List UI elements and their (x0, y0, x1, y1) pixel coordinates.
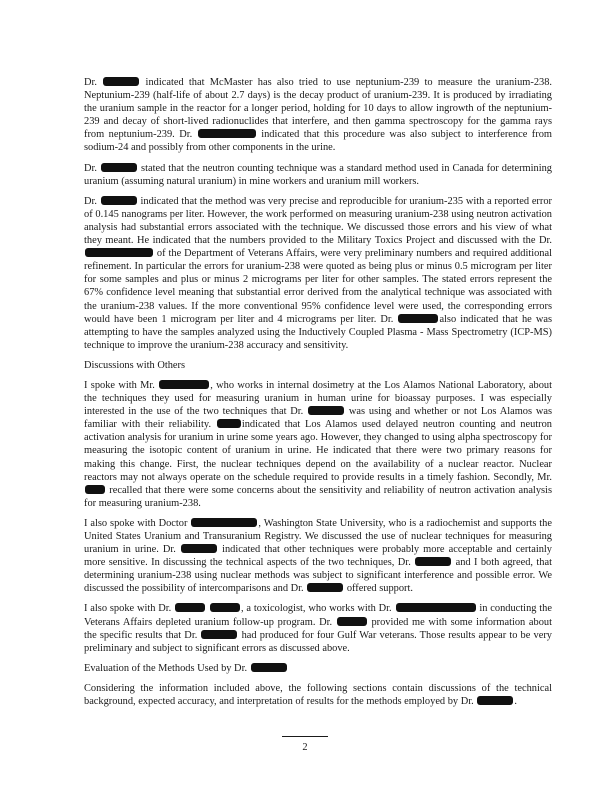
text-run: was using and whether or not Los Alamos was familiar with their reliability. (84, 406, 553, 431)
text-run: also indicated that he was attempting to have the samples analyzed using the Inductively Coupled Plasma - Mass Spectrometry (ICP-MS) technique to improve the uranium-238 accuracy and sensitivity. (84, 313, 552, 351)
redaction-block (103, 77, 139, 86)
text-run: . (514, 696, 517, 708)
footer-rule (282, 736, 328, 737)
text-run: offered support. (344, 583, 413, 595)
redaction-block (307, 583, 343, 592)
text-run: indicated that Los Alamos used delayed neutron counting and neutron activation analysis for uranium in urine some years ago. However, they changed to using alpha spectroscopy for measuring the isotopic content of uranium in urine. He indicated that there were two primary reasons for making this change. First, the nuclear techniques depend on the availability of a nuclear reactor. Nuclear reactors may not always operate on the schedule required to provide results in a timely fashion. Secondly, Mr. (84, 419, 553, 483)
document-body (84, 76, 552, 715)
redaction-block (101, 196, 137, 205)
paragraph (84, 162, 552, 188)
paragraph (84, 662, 552, 675)
text-run: indicated that McMaster has also tried to use neptunium-239 to measure the uranium-238. Neptunium-239 (half-life of about 2.7 days) is the decay product of uranium-239. It is produced by irradiating the uranium sample in the reactor for a longer period, holding for 10 days to allow ingrowth of the neptunium-239 and decay of short-lived radionuclides that interfere, and then gamma spectroscopy for the gamma rays from neptunium-239. Dr. (84, 77, 552, 141)
page-number: 2 (302, 742, 308, 753)
redaction-block (337, 617, 367, 626)
redaction-block (415, 557, 451, 566)
redaction-block (198, 129, 256, 138)
text-run: provided me with some information about the specific results that Dr. (84, 616, 552, 641)
redaction-block (396, 603, 476, 612)
text-run: Dr. (84, 162, 101, 174)
text-run: Considering the information included above, the following sections contain discussions of the technical background, expected accuracy, and interpretation of results for the methods employed by Dr. (84, 682, 552, 708)
text-run: Evaluation of the Methods Used by Dr. (84, 662, 250, 674)
text-run: and I both agreed, that determining uranium-238 using nuclear methods was subject to significant interference and possible error. We discussed the possibility of intercomparisons and Dr. (84, 557, 552, 595)
text-run: in conducting the Veterans Affairs depleted uranium follow-up program. Dr. (84, 603, 552, 628)
text-run: had produced for four Gulf War veterans. Those results appear to be very preliminary and subject to significant errors as discussed above. (84, 629, 552, 654)
text-run: indicated that the method was very precise and reproducible for uranium-235 with a reported error of 0.145 nanograms per liter. However, the work performed on measuring uranium-238 using neutron activation analysis had substantial errors associated with the technique. We discussed those errors and his view of what they meant. He indicated that the numbers provided to the Military Toxics Project and discussed with the Dr. (84, 195, 553, 247)
redaction-block (251, 663, 287, 672)
text-run (206, 603, 209, 614)
text-run: I spoke with Mr. (84, 379, 159, 391)
redaction-block (175, 603, 205, 612)
text-run: , Washington State University, who is a radiochemist and supports the United States Uranium and Transuranium Registry. We discussed the use of nuclear techniques for measuring uranium in urine. Dr. (84, 517, 552, 556)
redaction-block (210, 603, 240, 612)
text-run: of the Department of Veterans Affairs, were very preliminary numbers and required additional refinement. In particular the errors for uranium-238 were quoted as being plus or minus 0.5 microgram per liter for some samples and plus or minus 2 micrograms per liter for other samples. The stated errors represent the 67% confidence level meaning that substantial error derived from the analytical technique was associated with the uranium-238 values. If the more conventional 95% confidence level were used, the corresponding errors would have been 1 microgram per liter and 4 micrograms per liter. Dr. (84, 248, 552, 325)
text-run: I also spoke with Dr. (84, 603, 175, 615)
redaction-block (308, 406, 344, 415)
text-run: Dr. (84, 195, 100, 207)
redaction-block (159, 380, 209, 389)
text-run: recalled that there were some concerns about the sensitivity and reliability of neutron activation analysis for measuring uranium-238. (84, 484, 552, 509)
text-run: I also spoke with Doctor (84, 517, 191, 529)
text-run: Dr. (84, 77, 103, 88)
paragraph (84, 602, 552, 654)
redaction-block (477, 696, 513, 705)
redaction-block (398, 314, 438, 323)
text-run: , who works in internal dosimetry at the Los Alamos National Laboratory, about the techniques they used for measuring uranium in human urine for bioassay purposes. I was especially interested in the use of the two techniques that Dr. (84, 379, 552, 418)
paragraph (84, 379, 552, 510)
text-run: , a toxicologist, who works with Dr. (240, 603, 395, 615)
redaction-block (191, 518, 257, 527)
redaction-block (85, 485, 105, 494)
redaction-block (201, 630, 237, 639)
redaction-block (85, 248, 153, 257)
paragraph (84, 517, 552, 596)
redaction-block (181, 544, 217, 553)
paragraph (84, 76, 552, 155)
text-run: indicated that this procedure was also subject to interference from sodium-24 and possibly from other components in the urine. (84, 129, 552, 154)
redaction-block (217, 419, 241, 428)
text-run: stated that the neutron counting technique was a standard method used in Canada for determining uranium (assuming natural uranium) in mine workers and uranium mill workers. (84, 162, 553, 187)
text-run: indicated that other techniques were probably more acceptable and certainly more sensitive. In discussing the technical aspects of the two techniques, Dr. (84, 544, 552, 569)
section-heading: Discussions with Others (84, 359, 186, 371)
paragraph (84, 195, 552, 352)
paragraph (84, 682, 552, 708)
redaction-block (101, 163, 137, 172)
